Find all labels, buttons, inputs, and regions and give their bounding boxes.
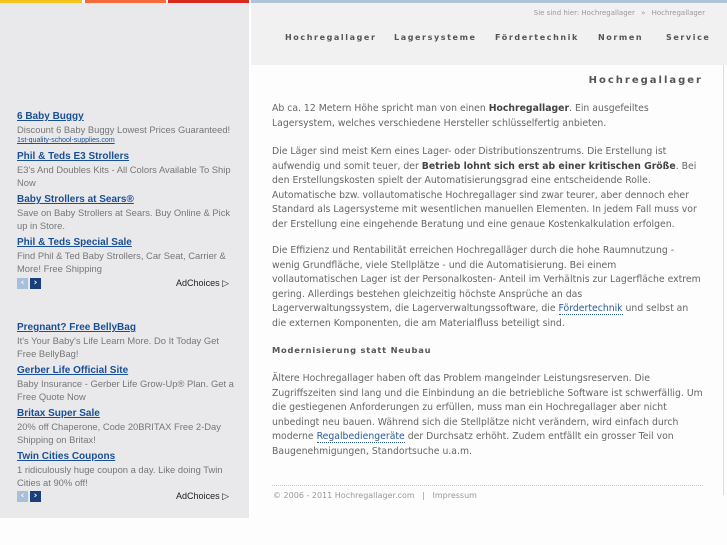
copyright: © 2006 - 2011 Hochregallager.com (273, 491, 415, 500)
nav-service[interactable]: Service (666, 33, 711, 42)
breadcrumb-item[interactable]: Hochregallager (581, 9, 635, 17)
ad-title-link[interactable]: Pregnant? Free BellyBag (17, 322, 136, 333)
ad-title-link[interactable]: Gerber Life Official Site (17, 365, 129, 376)
nav-foerdertechnik[interactable]: Fördertechnik (495, 33, 579, 42)
text-span: Die Effizienz und Rentabilität erreichen Hochregalläger durch die hohe Raumnutzung - wenig Grundfläche, viele Stellplätze - und die Automatisierung. Bei einem vollautomatischen Lager ist der Personalkosten- Anteil im Verhältnis zur Lagerfläche extrem gering. Allerdings bestehen gleichzeitig höchste Ansprüche an das Lagerverwaltungssystem, die Lagerverwaltungssoftware, die (272, 245, 701, 314)
footer (273, 491, 477, 500)
breadcrumb-prefix: Sie sind hier: (533, 9, 580, 17)
text-span: und selbst an die externen Komponenten, die am Materialfluss beteiligt sind. (272, 303, 689, 329)
ad-item (17, 321, 237, 360)
ad-item (17, 236, 237, 275)
paragraph-1 (272, 102, 704, 131)
ad-description: Discount 6 Baby Buggy Lowest Prices Guaranteed! (17, 124, 231, 135)
text-span: . Ein ausgefeiltes Lagersystem, welches verschiedene Hersteller schlüsselfertig anbieten. (272, 103, 649, 129)
regalbediengeraete-link[interactable]: Regalbediengeräte (316, 431, 405, 442)
main-content (251, 65, 703, 545)
main-nav (251, 33, 727, 47)
ad-url-link[interactable]: 1st-quality-school-supplies.com (17, 137, 115, 144)
ad-next-button[interactable]: › (30, 278, 41, 289)
ad-prev-button[interactable]: ‹ (17, 278, 28, 289)
ad-item (17, 150, 237, 189)
breadcrumb (534, 9, 705, 17)
footer-divider (272, 485, 703, 486)
nav-lagersysteme[interactable]: Lagersysteme (394, 33, 477, 42)
adchoices-link[interactable]: AdChoices ▷ (176, 491, 229, 501)
ad-title-link[interactable]: Phil & Teds E3 Strollers (17, 151, 130, 162)
paragraph-2 (272, 145, 704, 232)
ad-item (17, 407, 237, 446)
breadcrumb-separator: » (641, 9, 646, 17)
section-heading: Modernisierung statt Neubau (272, 345, 432, 355)
ad-item (17, 450, 237, 489)
text-span: Die Läger sind meist Kern eines Lager- oder Distributionszentrums. Die Erstellung ist aufwendig und somit teuer, der (272, 146, 667, 172)
ad-title-link[interactable]: Phil & Teds Special Sale (17, 237, 132, 248)
ad-title-link[interactable]: Britax Super Sale (17, 408, 100, 419)
text-span: Ältere Hochregallager haben oft das Problem mangelnder Leistungsreserven. Die Zugriffszeiten sind lang und die Einbindung an die betriebliche Software ist schwerfällig. Um die gestiegenen Anforderungen zu erfüllen, muss man ein Hochregallager aber nicht unbedingt neu bauen. Während sich die Stellplätze nicht verändern, wird einfach durch moderne (272, 373, 703, 442)
page-title: Hochregallager (588, 75, 703, 86)
text-span: . Bei den Erstellungskosten spielt der Automatisierungsgrad eine entscheidende Rolle. Automatische bzw. vollautomatische Hochregallager sind zwar teurer, aber dennoch eher Standard als Lagersysteme mit wesentlichen manuellen Elementen. In jedem Fall muss vor der Erstellung eine eingehende Beratung und eine genaue Kostenkalkulation erfolgen. (272, 160, 697, 230)
site-header (251, 3, 727, 65)
footer-separator: | (422, 491, 425, 500)
ad-description: Find Phil & Ted Baby Strollers, Car Seat, Carrier & More! Free Shipping (17, 250, 226, 274)
ad-item (17, 110, 237, 146)
ad-item (17, 193, 237, 232)
ad-prev-button[interactable]: ‹ (17, 491, 28, 502)
ad-description: Baby Insurance - Gerber Life Grow-Up® Plan. Get a Free Quote Now (17, 378, 234, 402)
nav-hochregallager[interactable]: Hochregallager (285, 33, 377, 42)
ad-nav-2 (17, 491, 237, 503)
bold-text: Hochregallager (488, 103, 570, 114)
ad-block-1 (17, 110, 237, 279)
ad-description: 1 ridiculously huge coupon a day. Like doing Twin Cities at 90% off! (17, 464, 223, 488)
text-span: Ab ca. 12 Metern Höhe spricht man von einen (272, 103, 489, 114)
ad-next-button[interactable]: › (30, 491, 41, 502)
content-right-border (723, 65, 724, 495)
ad-title-link[interactable]: 6 Baby Buggy (17, 111, 84, 122)
ad-description: E3's And Doubles Kits - All Colors Available To Ship Now (17, 164, 231, 188)
ad-description: Save on Baby Strollers at Sears. Buy Online & Pick up in Store. (17, 207, 231, 231)
foerdertechnik-link[interactable]: Fördertechnik (558, 303, 623, 314)
adchoices-link[interactable]: AdChoices ▷ (176, 278, 229, 288)
breadcrumb-item[interactable]: Hochregallager (651, 9, 705, 17)
paragraph-4 (272, 372, 704, 459)
ad-nav-1 (17, 278, 237, 290)
impressum-link[interactable]: Impressum (432, 491, 477, 500)
text-span: der Durchsatz erhöht. Zudem entfällt ein grosser Teil von Baugenehmigungen, Standortsuche u.a.m. (272, 431, 674, 457)
bold-text: Betrieb lohnt sich erst ab einer kritischen Größe (421, 160, 676, 172)
ad-title-link[interactable]: Baby Strollers at Sears® (17, 194, 134, 205)
nav-normen[interactable]: Normen (598, 33, 644, 42)
ad-block-2 (17, 321, 237, 493)
paragraph-3 (272, 244, 704, 331)
ad-description: 20% off Chaperone, Code 20BRITAX Free 2-Day Shipping on Britax! (17, 421, 221, 445)
ad-title-link[interactable]: Twin Cities Coupons (17, 451, 116, 462)
ad-item (17, 364, 237, 403)
ad-description: It's Your Baby's Life Learn More. Do It Today Get Free BellyBag! (17, 335, 219, 359)
